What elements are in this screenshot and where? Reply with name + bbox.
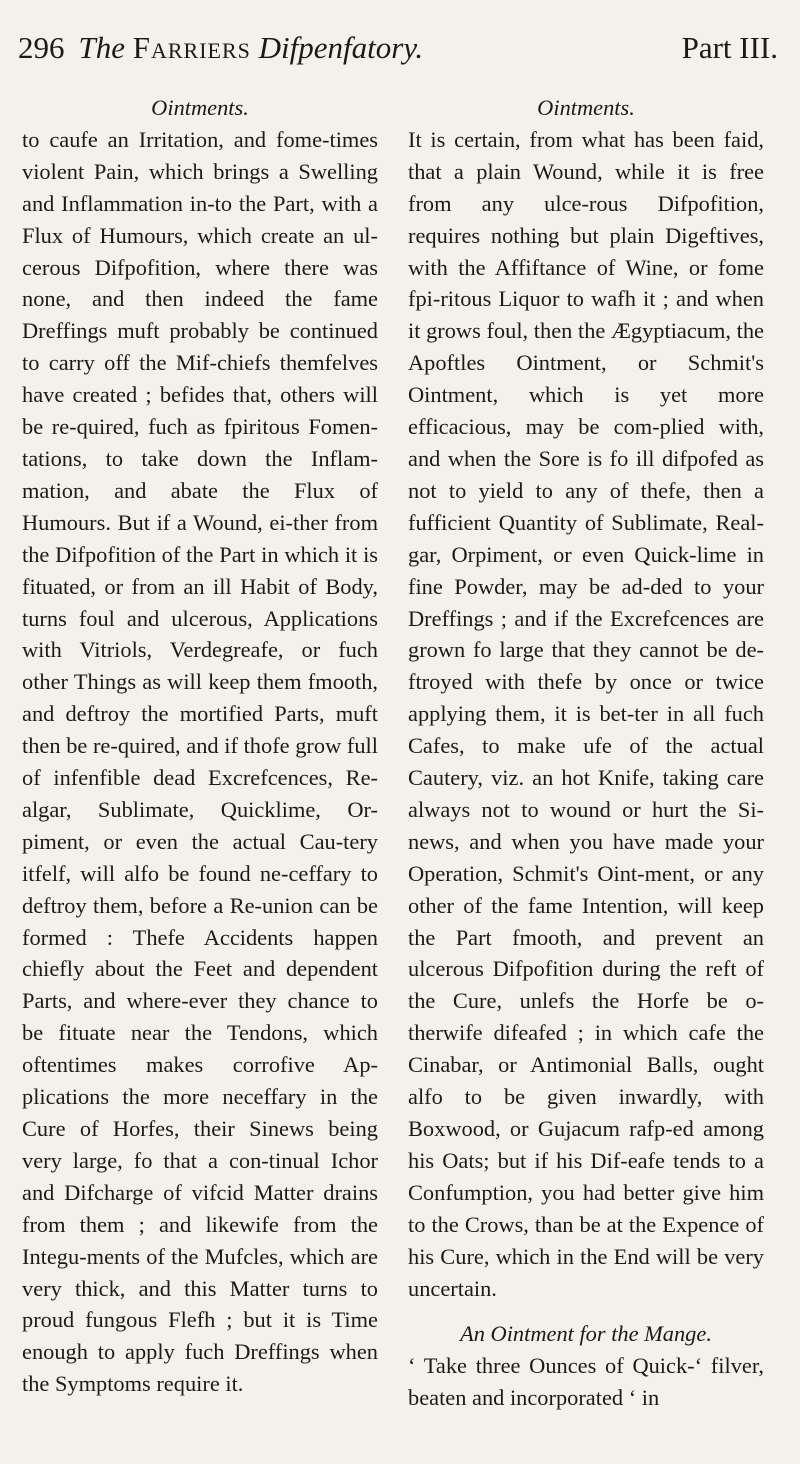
left-column bbox=[22, 92, 378, 1400]
part-label: Part III. bbox=[681, 30, 778, 65]
recipe-heading: An Ointment for the Mange. bbox=[460, 1321, 712, 1347]
right-column bbox=[408, 92, 764, 1414]
title-farriers: Farriers bbox=[132, 30, 251, 65]
right-column-heading: Ointments. bbox=[537, 95, 635, 120]
page-number: 296 bbox=[18, 30, 65, 65]
right-column-text: It is certain, from what has been faid, that a plain Wound, while it is free from any ulce-rous Difpofition, requires nothing but plain Digeftives, with the Affiftance of Wine, or fome fpi-ritous Liquor to wafh it ; and when it grows foul, then the Ægyptiacum, the Apoftles Ointment, or Schmit's Ointment, which is yet more efficacious, may be com-plied with, and when the Sore is fo ill difpofed as not to yield to any of thefe, then a fufficient Quantity of Sublimate, Real-gar, Orpiment, or even Quick-lime in fine Powder, may be ad-ded to your Dreffings ; and if the Excrefcences are grown fo large that they cannot be de-ftroyed with thefe by once or twice applying them, it is bet-ter in all fuch Cafes, to make ufe of the actual Cautery, viz. an hot Knife, taking care always not to wound or hurt the Si-news, and when you have made your Operation, Schmit's Oint-ment, or any other of the fame Intention, will keep the Part fmooth, and prevent an ulcerous Difpofition during the reft of the Cure, unlefs the Horfe be o-therwife difeafed ; in which cafe the Cinabar, or Antimonial Balls, ought alfo to be given inwardly, with Boxwood, or Gujacum rafp-ed among his Oats; but if his Dif-eafe tends to a Confumption, you had better give him to the Crows, than be at the Expence of his Cure, which in the End will be very uncertain. bbox=[408, 126, 764, 1301]
title-dispensatory: Difpenfatory. bbox=[258, 30, 424, 65]
left-column-text: to caufe an Irritation, and fome-times violent Pain, which brings a Swelling and Inflammation in-to the Part, with a Flux of Humours, which create an ul-cerous Difpofition, where there was none, and then indeed the fame Dreffings muft probably be continued to carry off the Mif-chiefs themfelves have created ; befides that, others will be re-quired, fuch as fpiritous Fomen-tations, to take down the Inflam-mation, and abate the Flux of Humours. But if a Wound, ei-ther from the Difpofition of the Part in which it is fituated, or from an ill Habit of Body, turns foul and ulcerous, Applications with Vitriols, Verdegreafe, or fuch other Things as will keep them fmooth, and deftroy the mortified Parts, muft then be re-quired, and if thofe grow full of infenfible dead Excrefcences, Re-algar, Sublimate, Quicklime, Or-piment, or even the actual Cau-tery itfelf, will alfo be found ne-ceffary to deftroy them, before a Re-union can be formed : Thefe Accidents happen chiefly about the Feet and dependent Parts, and where-ever they chance to be fituate near the Tendons, which oftentimes makes corrofive Ap-plications the more neceffary in the Cure of Horfes, their Sinews being very large, fo that a con-tinual Ichor and Difcharge of vifcid Matter drains from them ; and likewife from the Integu-ments of the Mufcles, which are very thick, and this Matter turns to proud fungous Flefh ; but it is Time enough to apply fuch Dreffings when the Symptoms require it. bbox=[22, 126, 378, 1397]
title-the: The bbox=[78, 30, 125, 65]
running-head bbox=[18, 30, 778, 76]
running-title bbox=[79, 30, 682, 66]
recipe-text: ‘ Take three Ounces of Quick-‘ filver, beaten and incorporated ‘ in bbox=[408, 1353, 764, 1411]
left-column-heading: Ointments. bbox=[151, 95, 249, 120]
